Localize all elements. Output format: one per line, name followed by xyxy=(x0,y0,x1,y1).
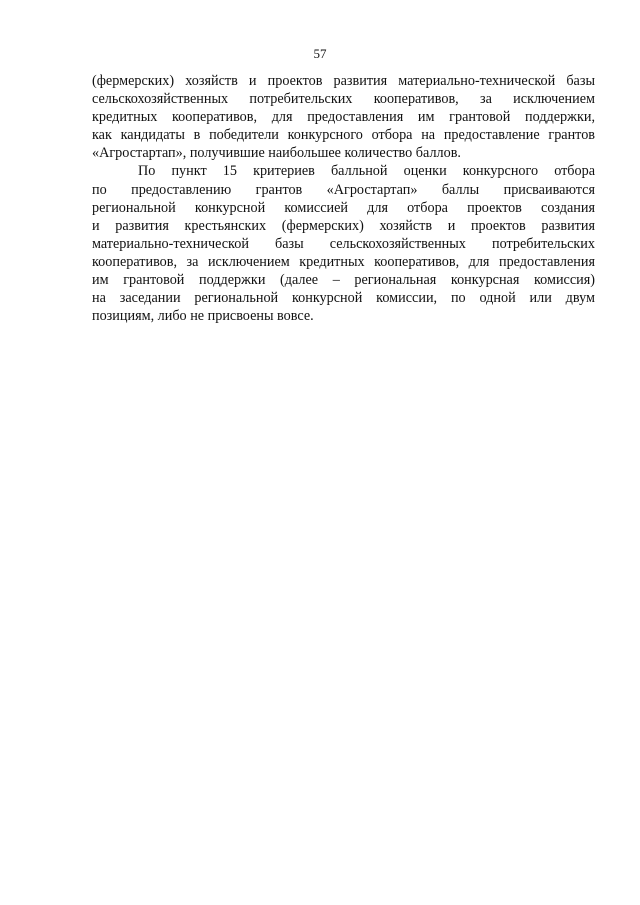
text-line: им грантовой поддержки (далее – региональная конкурсная комиссия) xyxy=(92,272,595,289)
text-line: кооперативов, за исключением кредитных кооперативов, для предоставления xyxy=(92,253,595,270)
text-line: позициям, либо не присвоены вовсе. xyxy=(92,308,314,325)
document-body xyxy=(92,72,595,325)
text-line: (фермерских) хозяйств и проектов развития материально-технической базы xyxy=(92,73,595,89)
page-number: 57 xyxy=(313,46,327,61)
text-line: на заседании региональной конкурсной комиссии, по одной или двум xyxy=(92,290,595,307)
text-line: сельскохозяйственных потребительских кооперативов, за исключением xyxy=(92,91,595,108)
text-line: По пункт 15 критериев балльной оценки конкурсного отбора xyxy=(138,163,595,180)
text-line: и развития крестьянских (фермерских) хозяйств и проектов развития xyxy=(92,217,595,234)
text-line: региональной конкурсной комиссией для отбора проектов создания xyxy=(92,199,595,216)
text-line: кредитных кооперативов, для предоставления им грантовой поддержки, xyxy=(92,109,595,126)
text-line: материально-технической базы сельскохозяйственных потребительских xyxy=(92,235,595,252)
text-line: по предоставлению грантов «Агростартап» баллы присваиваются xyxy=(92,181,595,198)
text-line: «Агростартап», получившие наибольшее количество баллов. xyxy=(92,145,461,162)
text-line: как кандидаты в победители конкурсного отбора на предоставление грантов xyxy=(92,127,595,144)
